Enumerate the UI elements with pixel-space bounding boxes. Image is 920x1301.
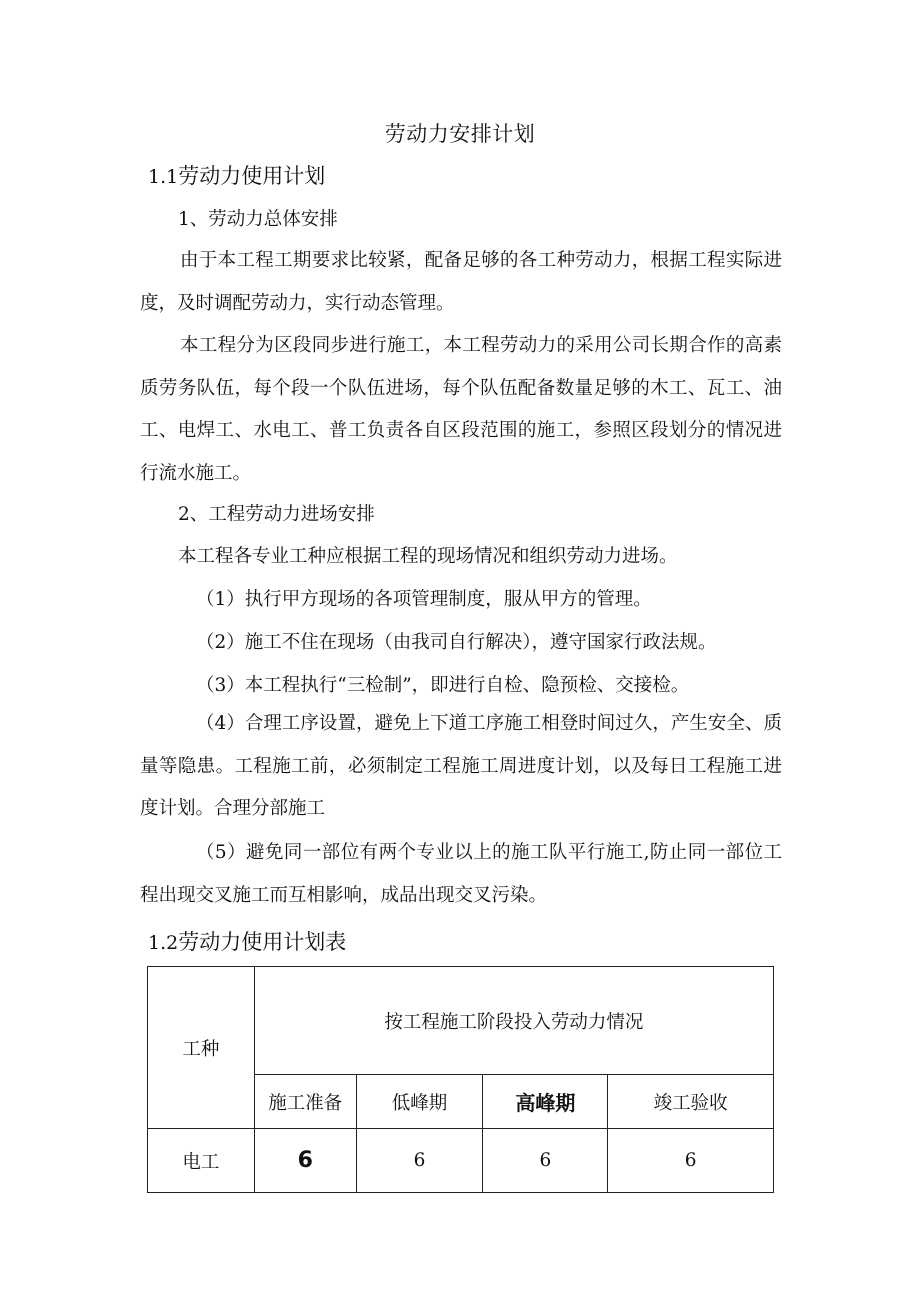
list-item: （1）执行甲方现场的各项管理制度，服从甲方的管理。: [196, 589, 652, 610]
list-item: （5）避免同一部位有两个专业以上的施工队平行施工,防止同一部位工程出现交叉施工而互相影响，成品出现交叉污染。: [140, 842, 782, 906]
section-heading-1-2: [148, 926, 346, 956]
value-cell: 6: [483, 1129, 608, 1193]
section-heading-text: 劳动力使用计划表: [178, 930, 347, 954]
value-cell: 6: [356, 1129, 483, 1193]
paragraph: 由于本工程工期要求比较紧，配备足够的各工种劳动力，根据工程实际进度，及时调配劳动力，实行动态管理。: [140, 250, 782, 314]
subsection-label-2: 2、工程劳动力进场安排: [178, 504, 375, 525]
stage-header: 低峰期: [356, 1075, 483, 1129]
trade-cell: 电工: [148, 1129, 255, 1193]
section-number: 1.1: [148, 166, 179, 188]
paragraph: 本工程分为区段同步进行施工，本工程劳动力的采用公司长期合作的高素质劳务队伍，每个段一个队伍进场，每个队伍配备数量足够的木工、瓦工、油工、电焊工、水电工、普工负责各自区段范围的施工，参照区段划分的情况进行流水施工。: [140, 335, 782, 485]
subsection-label-1: 1、劳动力总体安排: [178, 209, 338, 230]
value-cell: 6: [254, 1129, 356, 1193]
section-number: 1.2: [148, 932, 179, 954]
stage-header: 施工准备: [254, 1075, 356, 1129]
trade-column-header: 工种: [148, 967, 255, 1129]
stage-header: 高峰期: [483, 1075, 608, 1129]
section-heading-1-1: [148, 160, 325, 190]
document-title: 劳动力安排计划: [384, 122, 536, 146]
value-cell: 6: [608, 1129, 774, 1193]
section-heading-text: 劳动力使用计划: [178, 164, 326, 188]
list-item: （3）本工程执行“三检制”，即进行自检、隐预检、交接检。: [196, 675, 690, 696]
table-header-row: [148, 967, 774, 1075]
list-item: （4）合理工序设置，避免上下道工序施工相登时间过久，产生安全、质量等隐患。工程施工前，必须制定工程施工周进度计划，以及每日工程施工进度计划。合理分部施工: [140, 713, 782, 820]
stage-group-header: 按工程施工阶段投入劳动力情况: [254, 967, 773, 1075]
subsection-intro: 本工程各专业工种应根据工程的现场情况和组织劳动力进场。: [178, 546, 678, 567]
list-item: （2）施工不住在现场（由我司自行解决），遵守国家行政法规。: [196, 632, 717, 653]
table-row: [148, 1129, 774, 1193]
stage-header: 竣工验收: [608, 1075, 774, 1129]
labor-plan-table: [147, 966, 774, 1193]
